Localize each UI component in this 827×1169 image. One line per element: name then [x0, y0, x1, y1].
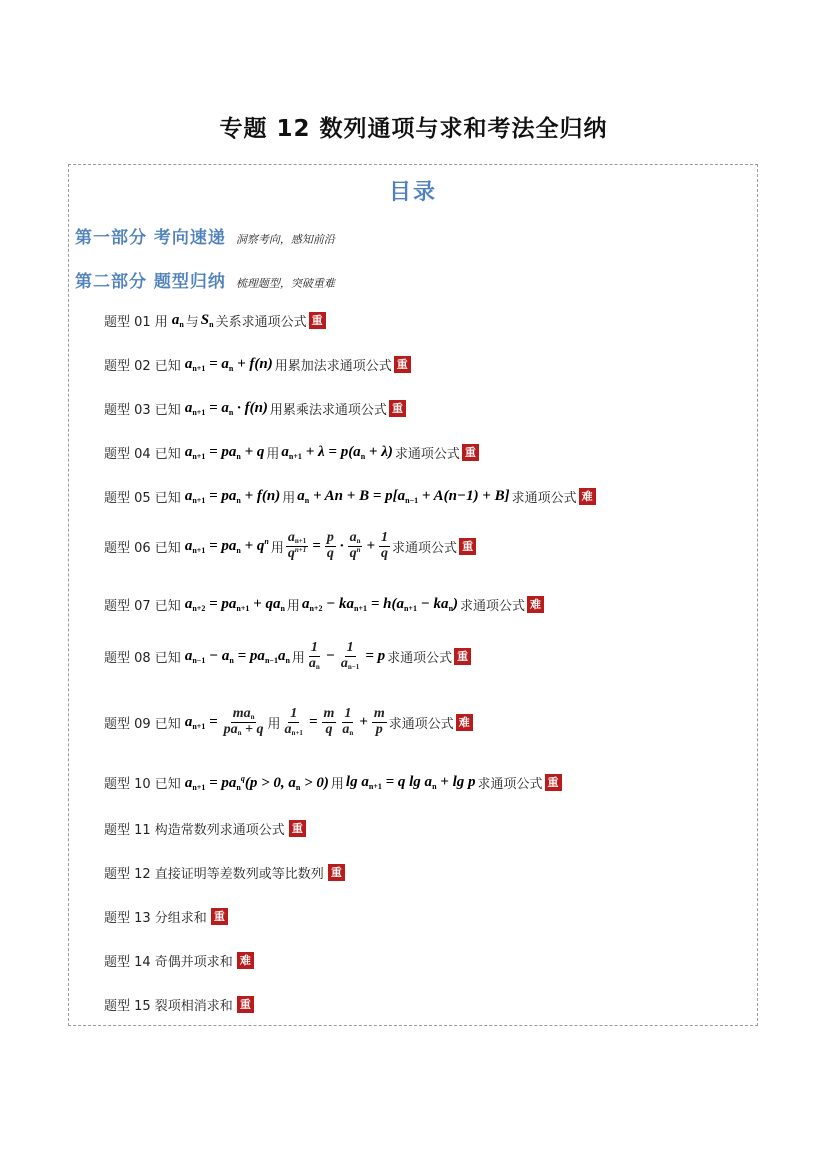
toc-item-08[interactable]: 题型 08 已知 $a_{n-1} - a_n = pa_{n-1}a_n$ 用 $\frac{1}{a_n}$ − $\frac{1}{a_{n-1}}$ = p 求通项公式 重 — [104, 641, 471, 671]
formula: $a_{n+1} + \lambda = p(a_n + \lambda)$ — [281, 444, 393, 461]
part-title: 第一部分 考向速递 — [75, 228, 226, 248]
toc-item-14[interactable]: 题型 14 奇偶并项求和 难 — [104, 951, 254, 970]
toc-item-13[interactable]: 题型 13 分组求和 重 — [104, 907, 228, 926]
toc-heading: 目录 — [388, 180, 437, 205]
formula-fraction: $\frac{1}{a_{n-1}}$ — [340, 640, 360, 671]
difficulty-badge: 重 — [459, 538, 476, 555]
difficulty-badge: 重 — [454, 648, 471, 665]
formula: $a_{n+1}$ = — [184, 713, 218, 731]
formula-fraction: $\frac{p}{q}$ — [326, 530, 334, 561]
formula: $\lg a_{n+1} = q$ $\lg a_n + \lg p$ — [345, 774, 476, 791]
formula: $a_{n+2} = pa_{n+1} + qa_n$ — [184, 596, 285, 613]
formula-fraction: $\frac{a_{n+1}}{q^{n+1}}$ — [287, 530, 307, 561]
toc-part-1[interactable] — [75, 223, 335, 248]
formula: $a_{n+2} - ka_{n+1} = h(a_{n+1} - ka_n)$ — [301, 596, 459, 613]
difficulty-badge: 难 — [456, 714, 473, 731]
formula: $a_{n+1} = pa_n^q(p > 0$, $a_n > 0$) — [184, 773, 329, 792]
difficulty-badge: 重 — [328, 864, 345, 881]
formula: $a_{n+1} = pa_n + q^n$ — [184, 537, 269, 556]
difficulty-badge: 重 — [389, 400, 406, 417]
part-title: 第二部分 题型归纳 — [75, 272, 226, 292]
toc-item-01[interactable]: 题型 01 用 $a_n$ 与 $S_n$ 关系求通项公式 重 — [104, 311, 326, 330]
difficulty-badge: 难 — [527, 596, 544, 613]
formula-fraction: $\frac{m}{q}$ — [323, 706, 335, 737]
toc-item-02[interactable]: 题型 02 已知 $a_{n+1} = a_n + f(n)$ 用累加法求通项公式 重 — [104, 355, 411, 374]
toc-item-05[interactable]: 题型 05 已知 $a_{n+1} = pa_n + f(n)$ 用 $a_n + An + B = p[a_{n-1} + A(n-1) + B]$ 求通项公式 难 — [104, 487, 596, 506]
toc-item-15[interactable]: 题型 15 裂项相消求和 重 — [104, 995, 254, 1014]
table-of-contents — [68, 164, 758, 1026]
difficulty-badge: 重 — [309, 312, 326, 329]
part-subtitle: 洞察考向，感知前沿 — [235, 233, 335, 246]
toc-item-12[interactable]: 题型 12 直接证明等差数列或等比数列 重 — [104, 863, 345, 882]
toc-item-09[interactable]: 题型 09 已知 $a_{n+1}$ = $\frac{ma_n}{pa_n + q}$ 用 $\frac{1}{a_{n+1}}$ = $\frac{m}{q}$ $\frac{1}{a_n}$ + $\frac{m}{p}$ 求通项公式 难 — [104, 707, 473, 737]
toc-item-04[interactable]: 题型 04 已知 $a_{n+1} = pa_n + q$ 用 $a_{n+1} + \lambda = p(a_n + \lambda)$ 求通项公式 重 — [104, 443, 479, 462]
difficulty-badge: 重 — [394, 356, 411, 373]
formula: $a_{n-1} - a_n = pa_{n-1}a_n$ — [184, 647, 290, 665]
formula: $a_n$ — [171, 312, 184, 329]
difficulty-badge: 难 — [579, 488, 596, 505]
formula: $a_{n+1} = pa_n + f(n)$ — [184, 488, 281, 505]
formula: $a_n + An + B = p[a_{n-1} + A(n-1) + B]$ — [297, 488, 510, 505]
formula-fraction: $\frac{m}{p}$ — [373, 706, 385, 737]
toc-item-07[interactable]: 题型 07 已知 $a_{n+2} = pa_{n+1} + qa_n$ 用 $a_{n+2} - ka_{n+1} = h(a_{n+1} - ka_n)$ 求通项公式 难 — [104, 595, 544, 614]
formula: $a_{n+1} = a_n \cdot f(n)$ — [184, 400, 268, 417]
formula-fraction: $\frac{ma_n}{pa_n + q}$ — [223, 706, 264, 737]
difficulty-badge: 重 — [237, 996, 254, 1013]
formula: $a_{n+1} = pa_n + q$ — [184, 444, 265, 461]
difficulty-badge: 重 — [545, 774, 562, 791]
difficulty-badge: 重 — [462, 444, 479, 461]
formula-fraction: $\frac{1}{a_{n+1}}$ — [284, 706, 303, 737]
formula-fraction: $\frac{a_n}{q^n}$ — [349, 530, 361, 561]
formula: $a_{n+1} = a_n + f(n)$ — [184, 356, 273, 373]
formula-fraction: $\frac{1}{a_n}$ — [342, 706, 354, 737]
formula-fraction: $\frac{1}{a_n}$ — [308, 640, 320, 671]
difficulty-badge: 重 — [211, 908, 228, 925]
toc-item-06[interactable]: 题型 06 已知 $a_{n+1} = pa_n + q^n$ 用 $\frac{a_{n+1}}{q^{n+1}}$ = $\frac{p}{q}$ · $\frac{a_n}{q^n}$ + $\frac{1}{q}$ 求通项公式 重 — [104, 531, 476, 561]
difficulty-badge: 重 — [289, 820, 306, 837]
formula: $S_n$ — [200, 312, 214, 329]
toc-item-03[interactable]: 题型 03 已知 $a_{n+1} = a_n \cdot f(n)$ 用累乘法求通项公式 重 — [104, 399, 406, 418]
part-subtitle: 梳理题型，突破重难 — [235, 277, 335, 290]
document-title: 专题 12 数列通项与求和考法全归纳 — [219, 116, 608, 142]
toc-item-11[interactable]: 题型 11 构造常数列求通项公式 重 — [104, 819, 306, 838]
difficulty-badge: 难 — [237, 952, 254, 969]
toc-part-2[interactable] — [75, 267, 335, 292]
toc-item-10[interactable]: 题型 10 已知 $a_{n+1} = pa_n^q(p > 0$, $a_n > 0$) 用 $\lg a_{n+1} = q$ $\lg a_n + \lg p$ 求通项公式 重 — [104, 773, 562, 792]
formula-fraction: $\frac{1}{q}$ — [381, 530, 389, 561]
